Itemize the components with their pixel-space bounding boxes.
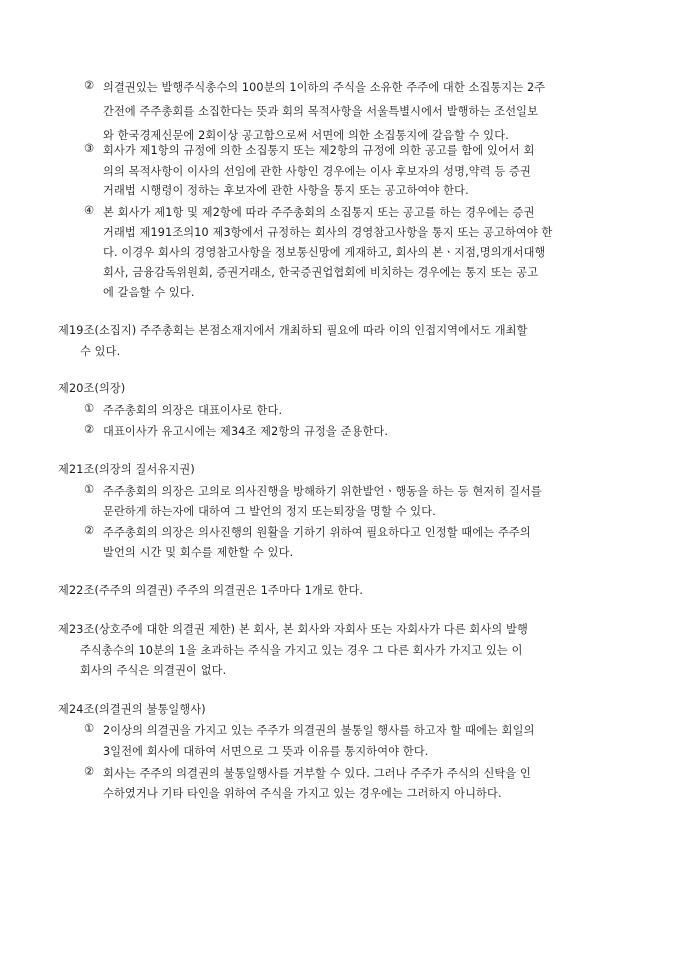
para-line: 거래법 시행령이 정하는 후보자에 관한 사항을 통지 또는 공고하여야 한다.: [103, 184, 469, 197]
para-marker: ①: [83, 483, 95, 496]
para-line: 의결권있는 발행주식총수의 100분의 1이하의 주식을 소유한 주주에 대한 소집통지는 2주: [103, 81, 546, 94]
article-23-line: 주식총수의 10분의 1을 초과하는 주식을 가지고 있는 경우 그 다른 회사가 가지고 있는 이: [80, 644, 523, 657]
para-line: 거래법 제191조의10 제3항에서 규정하는 회사의 경영참고사항을 통지 또는 공고하여야 한: [103, 226, 553, 239]
para-line: 본 회사가 제1항 및 제2항에 따라 주주총회의 소집통지 또는 공고를 하는 경우에는 증권: [103, 206, 535, 219]
para-marker: ③: [83, 142, 95, 155]
para-marker: ②: [83, 524, 95, 537]
para-line: 주주총회의 의장은 대표이사로 한다.: [103, 404, 283, 417]
para-line: 문란하게 하는자에 대하여 그 발언의 정지 또는퇴장을 명할 수 있다.: [103, 505, 436, 518]
article-24-title: 제24조(의결권의 불통일행사): [58, 703, 206, 716]
para-line: 의의 목적사항이 이사의 선임에 관한 사항인 경우에는 이사 후보자의 성명,약력 등 증권: [103, 165, 531, 178]
para-line: 주주총회의 의장은 고의로 의사진행을 방해하기 위한발언ㆍ행동을 하는 등 현저히 질서를: [103, 485, 542, 498]
para-marker: ②: [83, 423, 95, 436]
para-line: 다. 이경우 회사의 경영참고사항을 정보통신망에 게재하고, 회사의 본ㆍ지점,명의개서대행: [103, 246, 546, 259]
article-23-line: 회사의 주식은 의결권이 없다.: [80, 664, 227, 677]
para-line: 회사는 주주의 의결권의 불통일행사를 거부할 수 있다. 그러나 주주가 주식의 신탁을 인: [103, 767, 531, 780]
para-line: 회사가 제1항의 규정에 의한 소집통지 또는 제2항의 규정에 의한 공고를 함에 있어서 회: [103, 144, 535, 157]
para-line: 간전에 주주총회를 소집한다는 뜻과 회의 목적사항을 서울특별시에서 발행하는 조선일보: [103, 105, 539, 118]
article-19-line: 수 있다.: [80, 345, 121, 358]
article-20-title: 제20조(의장): [58, 382, 126, 395]
para-line: 주주총회의 의장은 의사진행의 원활을 기하기 위하여 필요하다고 인정할 때에는 주주의: [103, 526, 531, 539]
article-23-line: 제23조(상호주에 대한 의결권 제한) 본 회사, 본 회사와 자회사 또는 자회사가 다른 회사의 발행: [58, 623, 528, 636]
para-line: 수하였거나 기타 타인을 위하여 주식을 가지고 있는 경우에는 그러하지 아니하다.: [103, 787, 502, 800]
article-21-title: 제21조(의장의 질서유지권): [58, 463, 195, 476]
para-marker: ②: [83, 765, 95, 778]
para-line: 대표이사가 유고시에는 제34조 제2항의 규정을 준용한다.: [103, 425, 389, 438]
article-19-line: 제19조(소집지) 주주총회는 본점소재지에서 개최하되 필요에 따라 이의 인접지역에서도 개최할: [58, 324, 528, 337]
para-marker: ②: [83, 79, 95, 92]
para-marker: ①: [83, 722, 95, 735]
article-22-line: 제22조(주주의 의결권) 주주의 의결권은 1주마다 1개로 한다.: [58, 584, 364, 597]
para-line: 발언의 시간 및 회수를 제한할 수 있다.: [103, 546, 294, 559]
para-line: 에 갈음할 수 있다.: [103, 286, 195, 299]
para-line: 회사, 금융감독위원회, 증권거래소, 한국증권업협회에 비치하는 경우에는 통지 또는 공고: [103, 266, 539, 279]
para-line: 3일전에 회사에 대하여 서면으로 그 뜻과 이유를 통지하여야 한다.: [103, 745, 429, 758]
para-line: 와 한국경제신문에 2회이상 공고함으로써 서면에 의한 소집통지에 갈음할 수 있다.: [103, 129, 509, 142]
para-marker: ④: [83, 204, 95, 217]
para-line: 2이상의 의결권을 가지고 있는 주주가 의결권의 불통일 행사를 하고자 할 때에는 회일의: [103, 724, 535, 737]
para-marker: ①: [83, 402, 95, 415]
